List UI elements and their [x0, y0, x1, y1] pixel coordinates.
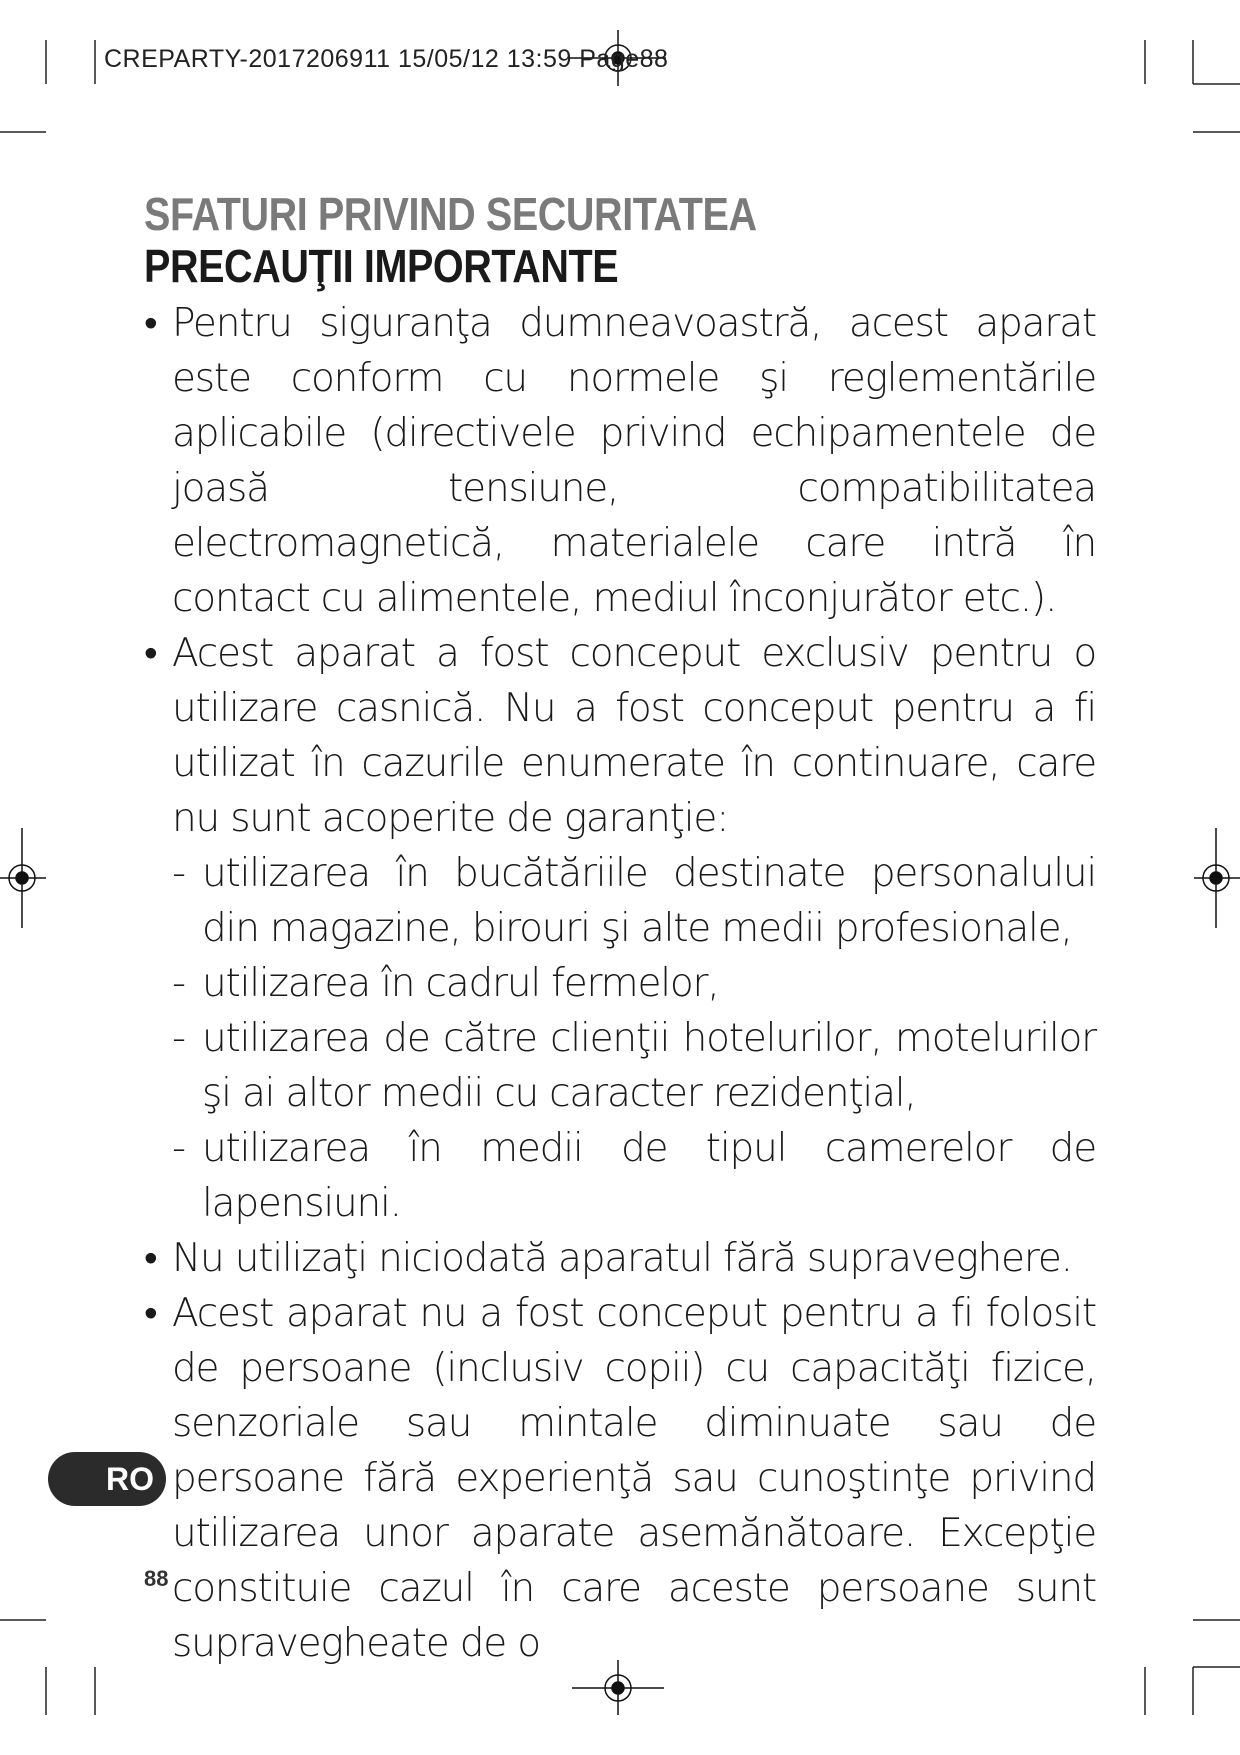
dash-marker: -	[172, 961, 185, 1006]
sub-list-item	[144, 1011, 1096, 1121]
bullet-icon: •	[144, 631, 157, 676]
dash-marker: -	[172, 1126, 185, 1171]
registration-target-icon	[1194, 828, 1240, 928]
list-item	[144, 1286, 1096, 1671]
sub-list-item	[144, 1121, 1096, 1231]
registration-target-icon	[0, 828, 46, 928]
list-item-text: Nu utilizaţi niciodată aparatul fără supraveghere.	[172, 1236, 1072, 1281]
list-item-text: Pentru siguranţa dumneavoastră, acest aparat este conform cu normele şi reglementările aplicabile (directivele privind echipamentele de joasă tensiune, compatibilitatea electromagnetică, materialele care intră în contact cu alimentele, mediul înconjurător etc.).	[172, 301, 1096, 621]
precautions-list	[144, 296, 1096, 1671]
print-slug-line: CREPARTY-2017206911 15/05/12 13:59 Page88	[104, 45, 669, 73]
section-title: SFATURI PRIVIND SECURITATEA	[144, 188, 757, 240]
sub-list-item-text: utilizarea de către clienţii hotelurilor, motelurilor şi ai altor medii cu caracter rezidenţial,	[202, 1016, 1096, 1116]
dash-marker: -	[172, 851, 185, 896]
sub-list-item-text: utilizarea în medii de tipul camerelor de lapensiuni.	[202, 1126, 1096, 1226]
bullet-icon: •	[144, 301, 157, 346]
list-item	[144, 1231, 1096, 1286]
safety-section	[144, 188, 1096, 1671]
list-item	[144, 626, 1096, 846]
sub-list-item-text: utilizarea în cadrul fermelor,	[202, 961, 719, 1006]
page-number: 88	[144, 1566, 169, 1591]
sub-list-item-text: utilizarea în bucătăriile destinate personalului din magazine, birouri şi alte medii profesionale,	[202, 851, 1096, 951]
list-item-text: Acest aparat nu a fost conceput pentru a fi folosit de persoane (inclusiv copii) cu capacităţi fizice, senzoriale sau mintale diminuate sau de persoane fără experienţă sau cunoştinţe privind utilizarea unor aparate asemănătoare. Excepţie constituie cazul în care aceste persoane sunt supravegheate de o	[172, 1291, 1096, 1666]
dash-marker: -	[172, 1016, 185, 1061]
bullet-icon: •	[144, 1291, 157, 1336]
language-badge: RO	[48, 1452, 166, 1506]
list-item-text: Acest aparat a fost conceput exclusiv pentru o utilizare casnică. Nu a fost conceput pentru a fi utilizat în cazurile enumerate în continuare, care nu sunt acoperite de garanţie:	[172, 631, 1096, 841]
section-subtitle: PRECAUŢII IMPORTANTE	[144, 240, 619, 292]
list-item	[144, 296, 1096, 626]
bullet-icon: •	[144, 1236, 157, 1281]
sub-list-item	[144, 846, 1096, 956]
sub-list-item	[144, 956, 1096, 1011]
